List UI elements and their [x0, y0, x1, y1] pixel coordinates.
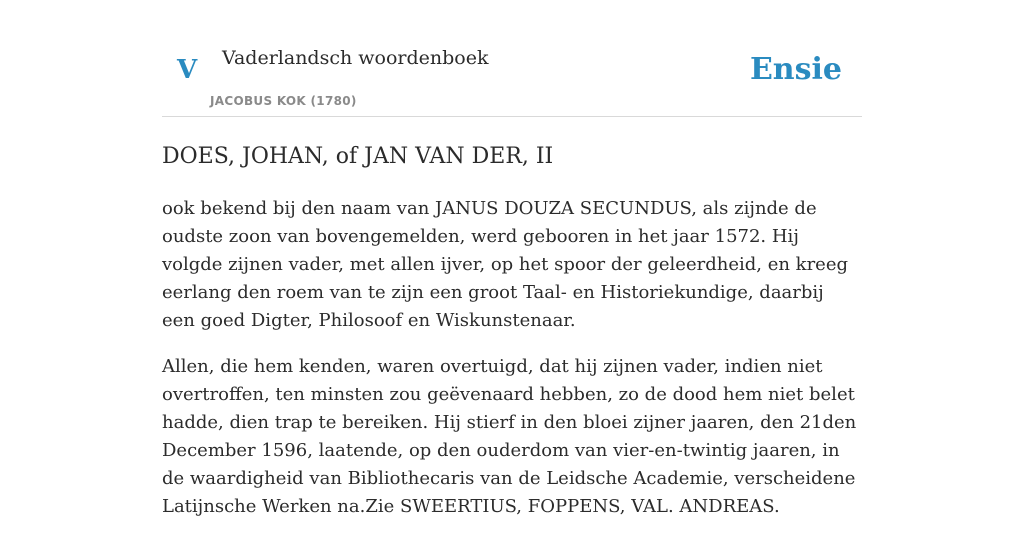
ensie-logo[interactable]: Ensie — [749, 52, 842, 87]
entry-body — [162, 195, 862, 521]
header — [162, 0, 862, 117]
book-author: JACOBUS KOK (1780) — [210, 94, 357, 108]
entry-paragraph: ook bekend bij den naam van JANUS DOUZA SECUNDUS, als zijnde de oudste zoon van bovengemelden, werd gebooren in het jaar 1572. Hij volgde zijnen vader, met allen ijver, op het spoor der geleerdheid, en kreeg eerlang den roem van te zijn een groot Taal- en Historiekundige, daarbij een goed Digter, Philosoof en Wiskunstenaar. — [162, 198, 849, 331]
book-title[interactable]: Vaderlandsch woordenboek — [222, 47, 489, 69]
page — [162, 0, 862, 539]
book-letter[interactable]: V — [177, 55, 198, 85]
entry-title: DOES, JOHAN, of JAN VAN DER, II — [162, 144, 554, 169]
entry-paragraph: Allen, die hem kenden, waren overtuigd, dat hij zijnen vader, indien niet overtroffen, ten minsten zou geëvenaard hebben, zo de dood hem niet belet hadde, dien trap te bereiken. Hij stierf in den bloei zijner jaaren, den 21den December 1596, laatende, op den ouderdom van vier-en-twintig jaaren, in de waardigheid van Bibliothecaris van de Leidsche Academie, verscheidene Latijnsche Werken na.Zie SWEERTIUS, FOPPENS, VAL. ANDREAS. — [162, 356, 857, 517]
